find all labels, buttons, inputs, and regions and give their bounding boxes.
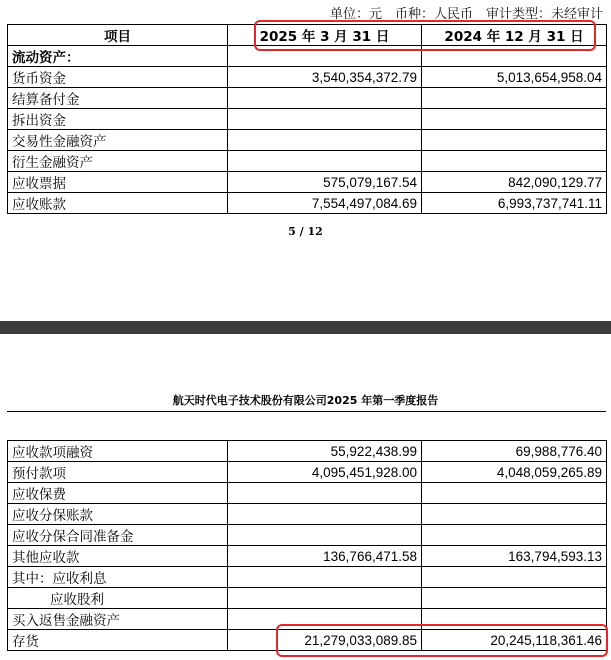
table-row	[8, 151, 607, 172]
table-row	[8, 46, 607, 67]
table-row	[8, 630, 607, 651]
row-value-2024	[422, 483, 607, 504]
row-label: 应收账款	[8, 193, 228, 214]
row-value-2024	[422, 130, 607, 151]
page-break-separator	[0, 321, 611, 334]
row-label: 其中：应收利息	[8, 567, 228, 588]
table-row	[8, 525, 607, 546]
row-value-2025	[228, 483, 422, 504]
header-rule	[7, 411, 606, 412]
unit-currency-audit-line: 单位：元 币种：人民币 审计类型：未经审计	[329, 7, 603, 22]
row-label: 交易性金融资产	[8, 130, 228, 151]
row-value-2024: 6,993,737,741.11	[422, 193, 607, 214]
row-value-2024: 20,245,118,361.46	[422, 630, 607, 651]
table-row	[8, 441, 607, 462]
header-item: 项目	[8, 25, 228, 46]
row-label: 买入返售金融资产	[8, 609, 228, 630]
row-label: 应收股利	[8, 588, 228, 609]
row-value-2024	[422, 525, 607, 546]
row-value-2024: 163,794,593.13	[422, 546, 607, 567]
row-value-2024	[422, 88, 607, 109]
row-label: 存货	[8, 630, 228, 651]
report-running-header: 航天时代电子技术股份有限公司2025 年第一季度报告	[172, 394, 439, 407]
row-value-2025: 3,540,354,372.79	[228, 67, 422, 88]
row-label: 应收款项融资	[8, 441, 228, 462]
row-label: 拆出资金	[8, 109, 228, 130]
row-label: 应收分保账款	[8, 504, 228, 525]
row-value-2025: 7,554,497,084.69	[228, 193, 422, 214]
row-label: 其他应收款	[8, 546, 228, 567]
table-row	[8, 609, 607, 630]
row-value-2025: 575,079,167.54	[228, 172, 422, 193]
row-value-2025	[228, 609, 422, 630]
row-value-2025	[228, 567, 422, 588]
row-value-2025: 136,766,471.58	[228, 546, 422, 567]
row-value-2024	[422, 588, 607, 609]
row-label: 衍生金融资产	[8, 151, 228, 172]
row-label: 应收保费	[8, 483, 228, 504]
table-header-row	[8, 25, 607, 46]
table-row	[8, 193, 607, 214]
table-row	[8, 88, 607, 109]
table-row	[8, 130, 607, 151]
row-value-2025	[228, 151, 422, 172]
row-value-2025	[228, 46, 422, 67]
header-date-2025-q1: 2025 年 3 月 31 日	[228, 25, 422, 46]
row-value-2025: 21,279,033,089.85	[228, 630, 422, 651]
table-row	[8, 462, 607, 483]
table-row	[8, 172, 607, 193]
row-label: 预付款项	[8, 462, 228, 483]
row-value-2024	[422, 151, 607, 172]
balance-sheet-table-bottom	[7, 440, 607, 651]
balance-sheet-table-top	[7, 24, 607, 214]
table-row	[8, 546, 607, 567]
table-row	[8, 67, 607, 88]
row-value-2025	[228, 88, 422, 109]
row-value-2024: 4,048,059,265.89	[422, 462, 607, 483]
row-value-2025	[228, 109, 422, 130]
row-value-2024	[422, 109, 607, 130]
row-value-2024	[422, 609, 607, 630]
row-value-2025	[228, 130, 422, 151]
row-label: 货币资金	[8, 67, 228, 88]
table-row	[8, 504, 607, 525]
row-label: 结算备付金	[8, 88, 228, 109]
row-value-2024	[422, 567, 607, 588]
row-value-2024	[422, 504, 607, 525]
row-value-2024: 5,013,654,958.04	[422, 67, 607, 88]
table-row	[8, 483, 607, 504]
row-label: 应收分保合同准备金	[8, 525, 228, 546]
row-value-2024: 842,090,129.77	[422, 172, 607, 193]
row-label: 流动资产：	[8, 46, 228, 67]
page-number: 5 / 12	[288, 225, 323, 238]
table-row	[8, 109, 607, 130]
row-label: 应收票据	[8, 172, 228, 193]
row-value-2025: 4,095,451,928.00	[228, 462, 422, 483]
table-row	[8, 588, 607, 609]
row-value-2024: 69,988,776.40	[422, 441, 607, 462]
header-date-2024-year-end: 2024 年 12 月 31 日	[422, 25, 607, 46]
row-value-2025: 55,922,438.99	[228, 441, 422, 462]
row-value-2025	[228, 504, 422, 525]
table-row	[8, 567, 607, 588]
row-value-2024	[422, 46, 607, 67]
row-value-2025	[228, 588, 422, 609]
row-value-2025	[228, 525, 422, 546]
